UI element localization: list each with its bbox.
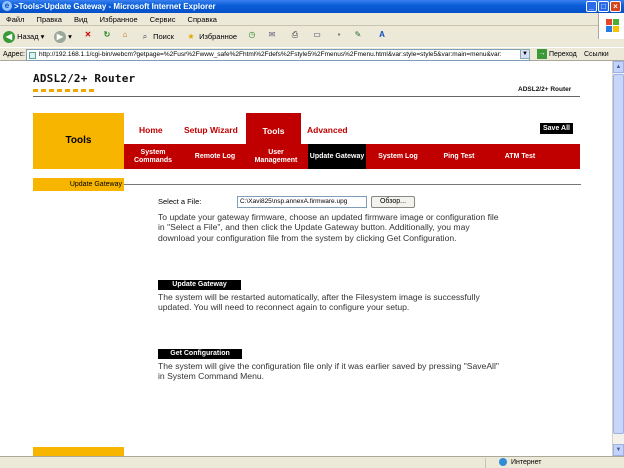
stop-icon[interactable]: ✕	[84, 30, 92, 39]
maximize-button[interactable]: □	[598, 1, 609, 12]
favorites-label: Избранное	[199, 32, 238, 41]
address-input[interactable]	[26, 49, 530, 61]
title-bar	[0, 0, 624, 13]
content-divider	[124, 184, 581, 185]
edit-icon[interactable]: ▭	[313, 30, 321, 39]
favorites-button[interactable]	[185, 29, 237, 44]
logo-dash-decoration	[33, 89, 95, 92]
address-dropdown-icon[interactable]: ▼	[520, 49, 530, 59]
subtab-atm-test[interactable]: ATM Test	[504, 152, 536, 160]
subtab-remote-log[interactable]: Remote Log	[194, 152, 236, 160]
home-icon[interactable]: ⌂	[122, 30, 128, 39]
messenger-icon[interactable]: ✎	[354, 30, 362, 39]
search-button[interactable]	[139, 29, 174, 44]
go-arrow-icon: →	[538, 50, 546, 58]
vertical-scrollbar[interactable]	[612, 61, 624, 456]
star-icon: ★	[187, 32, 195, 42]
browse-button[interactable]: Обзор...	[371, 196, 415, 208]
toolbar	[0, 26, 598, 47]
router-logo: ADSL2/2+ Router	[33, 72, 136, 85]
back-arrow-icon: ◀	[3, 31, 15, 43]
update-gateway-button[interactable]: Update Gateway	[158, 280, 241, 290]
menu-tools[interactable]: Сервис	[149, 15, 176, 24]
menu-bar	[0, 13, 624, 26]
section-title: Tools	[33, 113, 124, 169]
status-divider	[485, 458, 486, 468]
forward-arrow-icon: ▶	[54, 31, 66, 43]
tab-advanced[interactable]: Advanced	[307, 125, 348, 135]
intro-text: To update your gateway firmware, choose an updated firmware image or configuration file in "Select a File", and then click the Update Gateway button. Additionally, you may download your configuration file from the system by clicking Get Configuration.	[158, 212, 499, 243]
status-bar	[0, 456, 624, 468]
subtab-system-log[interactable]: System Log	[378, 152, 418, 160]
address-label: Адрес:	[3, 51, 25, 58]
file-input[interactable]: C:\Xavi825\nsp.annexA.firmware.upg	[237, 196, 367, 208]
scroll-down-icon[interactable]: ▼	[613, 444, 624, 456]
tab-home[interactable]: Home	[139, 125, 163, 135]
footer-yellow-block	[33, 447, 124, 456]
subtab-ping-test[interactable]: Ping Test	[443, 152, 475, 160]
back-button[interactable]: ◀ Назад ▾	[3, 29, 44, 44]
back-label: Назад	[17, 32, 39, 41]
scroll-up-icon[interactable]: ▲	[613, 61, 624, 73]
go-label: Переход	[548, 51, 577, 58]
subtab-update-gateway[interactable]: Update Gateway	[308, 144, 366, 169]
menu-favorites[interactable]: Избранное	[99, 15, 138, 24]
page-icon	[29, 52, 36, 59]
windows-flag-icon	[598, 13, 624, 39]
forward-button[interactable]: ▶ ▾	[54, 29, 72, 44]
model-label: ADSL2/2+ Router	[518, 86, 572, 93]
zone-label: Интернет	[510, 459, 542, 466]
scroll-thumb[interactable]	[613, 74, 624, 434]
file-label: Select a File:	[158, 197, 202, 206]
close-button[interactable]: ×	[610, 1, 621, 12]
sidebar-item-update-gateway[interactable]: Update Gateway	[33, 178, 124, 191]
subtab-system-commands[interactable]: System Commands	[133, 148, 173, 164]
history-icon[interactable]: ◷	[248, 30, 256, 39]
main-tabs	[124, 113, 580, 144]
ie-logo-icon: e	[2, 1, 12, 11]
search-label: Поиск	[153, 32, 174, 41]
tab-tools[interactable]: Tools	[246, 113, 301, 144]
tab-setup-wizard[interactable]: Setup Wizard	[184, 125, 238, 135]
menu-file[interactable]: Файл	[6, 15, 25, 24]
header-divider	[33, 96, 580, 97]
menu-view[interactable]: Вид	[73, 15, 88, 24]
page-viewport	[0, 61, 612, 456]
print-icon[interactable]: ⎙	[291, 30, 299, 39]
security-zone	[499, 457, 542, 468]
refresh-icon[interactable]: ↻	[103, 30, 111, 39]
mail-icon[interactable]: ✉	[268, 30, 276, 39]
search-icon: ⌕	[142, 32, 148, 42]
save-all-button[interactable]: Save All	[540, 123, 573, 134]
getconfig-description: The system will give the configuration file only if it was earlier saved by pressing "SaveAll" in System Command Menu.	[158, 361, 499, 382]
menu-help[interactable]: Справка	[187, 15, 217, 24]
update-description: The system will be restarted automatically, after the Filesystem image is successfully updated. You will need to reconnect again to configure your setup.	[158, 292, 480, 313]
sub-tabs	[124, 144, 580, 169]
address-bar	[0, 47, 624, 61]
globe-icon	[499, 458, 507, 466]
go-button[interactable]	[537, 48, 577, 61]
subtab-user-management[interactable]: User Management	[254, 148, 298, 164]
translate-icon[interactable]: A	[379, 30, 385, 39]
address-url: http://192.168.1.1/cgi-bin/webcm?getpage=%2Fusr%2Fwww_safe%2Fhtml%2Fdefs%2Fstyle5%2Fmenus%2Fmenu.html&var:style=style5&var:main=menu&var:	[39, 51, 502, 58]
discuss-icon[interactable]: ▪	[337, 30, 341, 39]
window-title: >Tools>Update Gateway - Microsoft Internet Explorer	[14, 2, 216, 11]
menu-edit[interactable]: Правка	[36, 15, 62, 24]
get-configuration-button[interactable]: Get Configuration	[158, 349, 242, 359]
sidebar-spacer	[33, 169, 124, 177]
minimize-button[interactable]: _	[586, 1, 597, 12]
links-button[interactable]: Ссылки	[584, 51, 609, 58]
